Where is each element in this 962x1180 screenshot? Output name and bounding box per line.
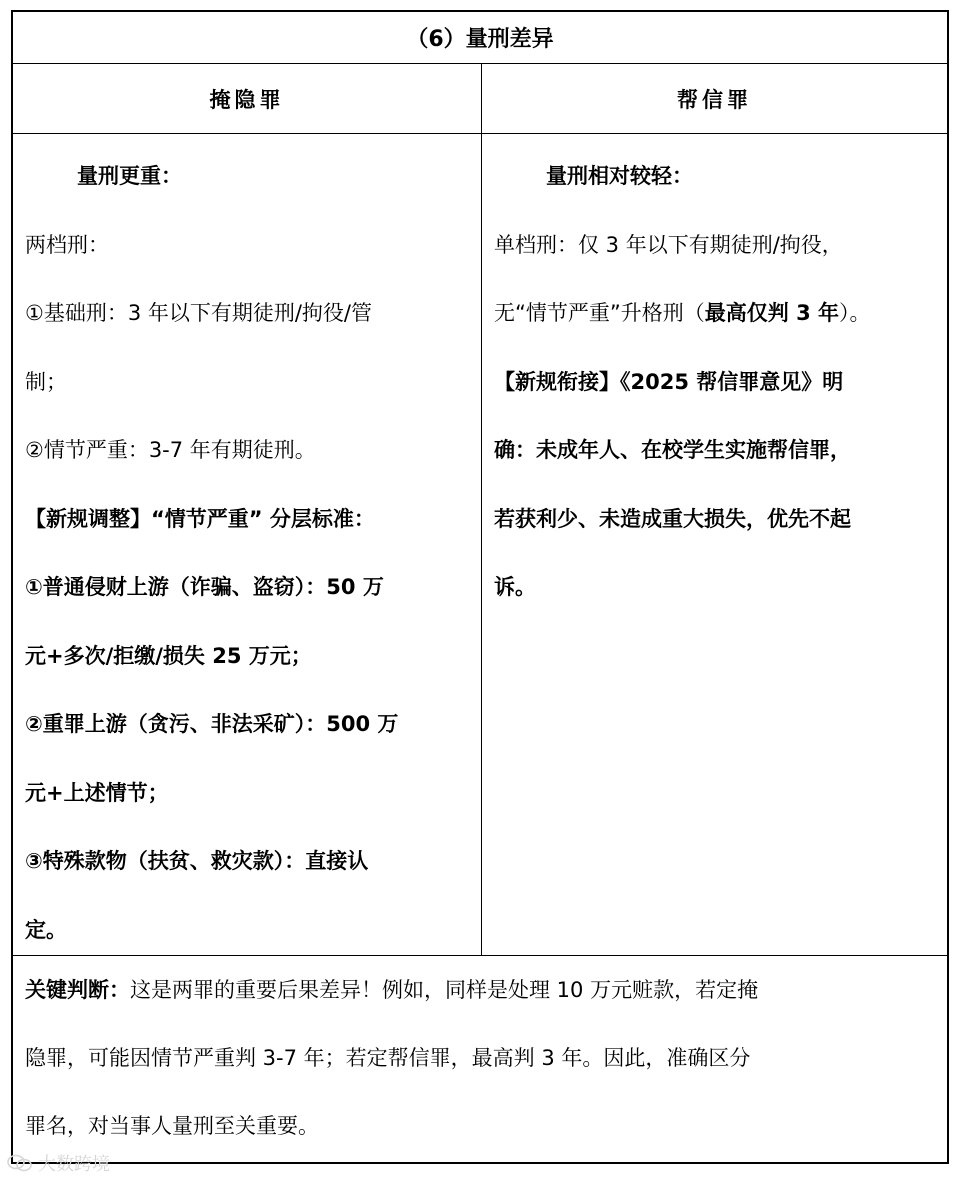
right-line: 若获利少、未造成重大损失，优先不起 (494, 506, 851, 531)
left-line: 两档刑： (25, 232, 109, 257)
left-line: ①基础刑：3 年以下有期徒刑/拘役/管 (25, 301, 373, 325)
left-line: ①普通侵财上游（诈骗、盗窃）：50 万 (25, 575, 384, 599)
comparison-table (11, 10, 949, 1164)
right-line (494, 279, 939, 348)
footer-line: 罪名，对当事人量刑至关重要。 (25, 1114, 319, 1138)
right-line-part: ）。 (839, 301, 871, 325)
header-right-text: 帮信罪 (677, 87, 752, 112)
right-cell (482, 134, 947, 955)
right-line: 单档刑：仅 3 年以下有期徒刑/拘役， (494, 232, 843, 257)
left-heading: 量刑更重： (77, 164, 182, 188)
wechat-logo-icon (6, 1154, 34, 1172)
left-line: ③特殊款物（扶贫、救灾款）：直接认 (25, 849, 369, 873)
left-cell (13, 134, 482, 955)
left-line: 制； (25, 369, 67, 394)
right-line: 诉。 (494, 575, 536, 599)
watermark (6, 1150, 110, 1176)
header-left-text: 掩隐罪 (209, 87, 285, 112)
table-title (13, 12, 947, 64)
left-line: 【新规调整】“情节严重” 分层标准： (25, 506, 375, 531)
footer-line (25, 970, 939, 1038)
footer-text: 这是两罪的重要后果差异！例如，同样是处理 10 万元赃款，若定掩 (130, 978, 759, 1002)
body-row (13, 134, 947, 956)
watermark-text: 大数跨境 (38, 1154, 110, 1175)
left-line: 元+多次/拒缴/损失 25 万元； (25, 643, 312, 668)
right-line: 【新规衔接】《2025 帮信罪意见》明 (494, 369, 844, 394)
header-right (482, 64, 947, 133)
header-left (13, 64, 482, 133)
table-title-text: （6）量刑差异 (406, 27, 554, 52)
right-line-emphasis: 最高仅判 3 年 (704, 301, 839, 325)
footer-label: 关键判断： (25, 978, 130, 1002)
footer-line: 隐罪，可能因情节严重判 3-7 年；若定帮信罪，最高判 3 年。因此，准确区分 (25, 1046, 751, 1070)
right-heading: 量刑相对较轻： (546, 164, 693, 188)
left-line: ②情节严重：3-7 年有期徒刑。 (25, 438, 316, 462)
left-line: 元+上述情节； (25, 780, 169, 805)
right-line-part: 无“情节严重”升格刑（ (494, 301, 705, 325)
header-row (13, 64, 947, 134)
left-line: ②重罪上游（贪污、非法采矿）：500 万 (25, 712, 399, 736)
footer-cell (13, 956, 947, 1164)
right-line: 确：未成年人、在校学生实施帮信罪， (494, 438, 851, 462)
left-line: 定。 (25, 917, 67, 942)
